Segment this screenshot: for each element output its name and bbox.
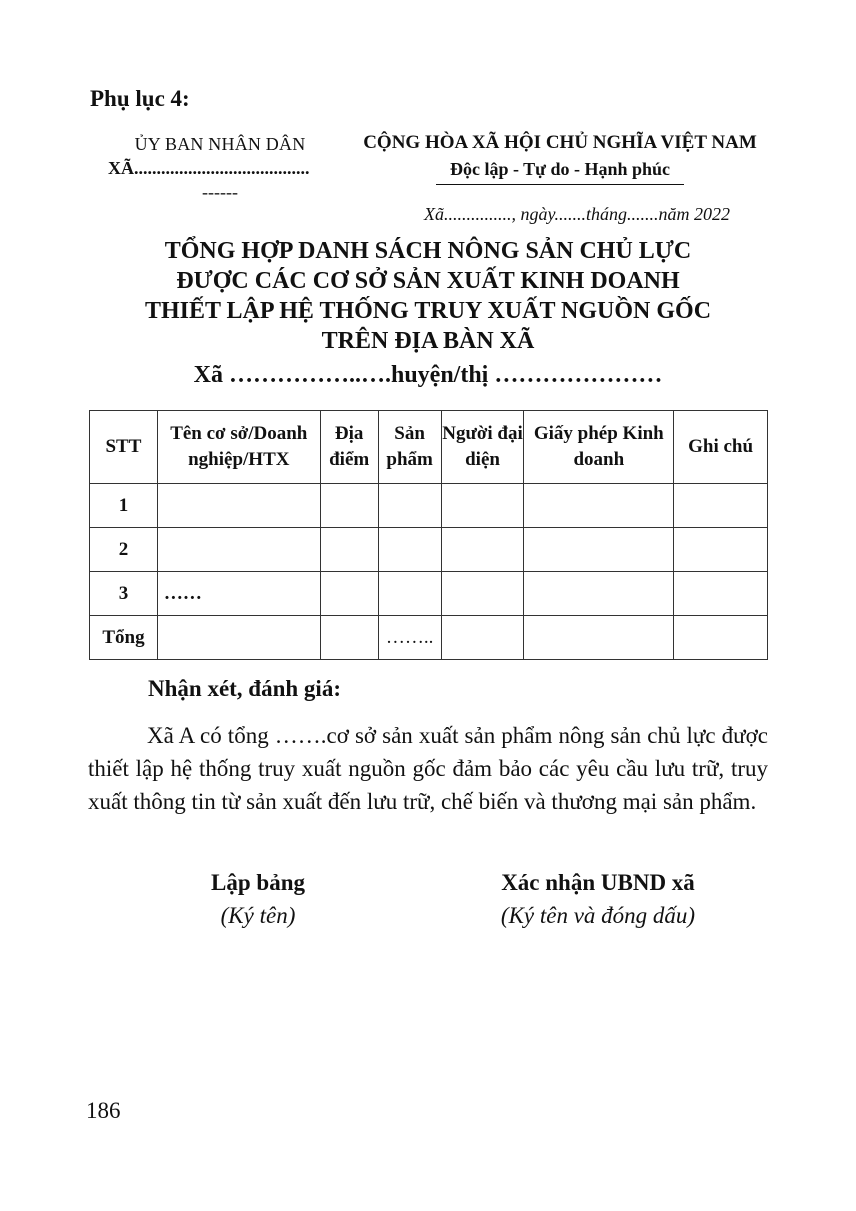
title-line-2: ĐƯỢC CÁC CƠ SỞ SẢN XUẤT KINH DOANH [176,268,680,294]
approver-signature-block [448,866,748,932]
table-cell [441,572,524,616]
issuer-line-1: ỦY BAN NHÂN DÂN [134,134,306,154]
table-cell [320,572,378,616]
table-cell [320,616,378,660]
column-header: STT [90,411,158,484]
issuer-divider: ------ [202,182,238,202]
preparer-signature-block [168,866,348,932]
table-cell [441,484,524,528]
table-cell [320,528,378,572]
issuer-header [100,132,340,204]
table-cell [524,484,674,528]
table-total-row [90,616,768,660]
table-cell [157,484,320,528]
table-cell [441,616,524,660]
issuer-line-2: XÃ....................................... [108,158,310,178]
table-cell: 3 [90,572,158,616]
date-line: Xã..............., ngày.......tháng.......năm 2022 [424,204,730,224]
table-cell [378,572,441,616]
summary-table [89,410,768,660]
table-row [90,528,768,572]
table-cell [674,528,768,572]
table-cell [157,616,320,660]
table-cell [524,528,674,572]
table-cell [320,484,378,528]
table-cell [674,616,768,660]
comment-paragraph: Xã A có tổng …….cơ sở sản xuất sản phẩm nông sản chủ lực được thiết lập hệ thống truy xuất nguồn gốc đảm bảo các yêu cầu lưu trữ, truy xuất thông tin từ sản xuất đến lưu trữ, chế biến và thương mại sản phẩm. [88,723,768,814]
table-cell [378,484,441,528]
table-cell [524,572,674,616]
table-row [90,484,768,528]
column-header: Địa điểm [320,411,378,484]
appendix-label: Phụ lục 4: [90,86,190,111]
title-location-line: Xã ……………..….huyện/thị ………………… [193,362,663,388]
table-row [90,572,768,616]
table-cell: 2 [90,528,158,572]
national-header [352,130,768,185]
table-cell [157,528,320,572]
comment-heading: Nhận xét, đánh giá: [148,676,341,701]
table-cell: …….. [378,616,441,660]
approver-note: (Ký tên và đóng dấu) [500,903,696,928]
table-cell: Tổng [90,616,158,660]
title-line-3: THIẾT LẬP HỆ THỐNG TRUY XUẤT NGUỒN GỐC [144,298,712,324]
document-title [90,236,766,390]
approver-title: Xác nhận UBND xã [501,870,695,895]
table-cell: 1 [90,484,158,528]
column-header: Người đại diện [441,411,524,484]
table-cell [674,572,768,616]
table-cell [378,528,441,572]
preparer-note: (Ký tên) [220,903,296,928]
column-header: Ghi chú [674,411,768,484]
table-cell [524,616,674,660]
column-header: Sản phẩm [378,411,441,484]
national-motto: Độc lập - Tự do - Hạnh phúc [436,156,684,185]
title-line-1: TỔNG HỢP DANH SÁCH NÔNG SẢN CHỦ LỰC [164,238,692,264]
page-number: 186 [86,1098,121,1123]
table-cell: …… [157,572,320,616]
title-line-4: TRÊN ĐỊA BÀN XÃ [321,328,535,354]
table-header-row [90,411,768,484]
column-header: Giấy phép Kinh doanh [524,411,674,484]
national-title: CỘNG HÒA XÃ HỘI CHỦ NGHĨA VIỆT NAM [363,132,757,153]
column-header: Tên cơ sở/Doanh nghiệp/HTX [157,411,320,484]
table-cell [441,528,524,572]
preparer-title: Lập bảng [211,870,305,895]
table-cell [674,484,768,528]
